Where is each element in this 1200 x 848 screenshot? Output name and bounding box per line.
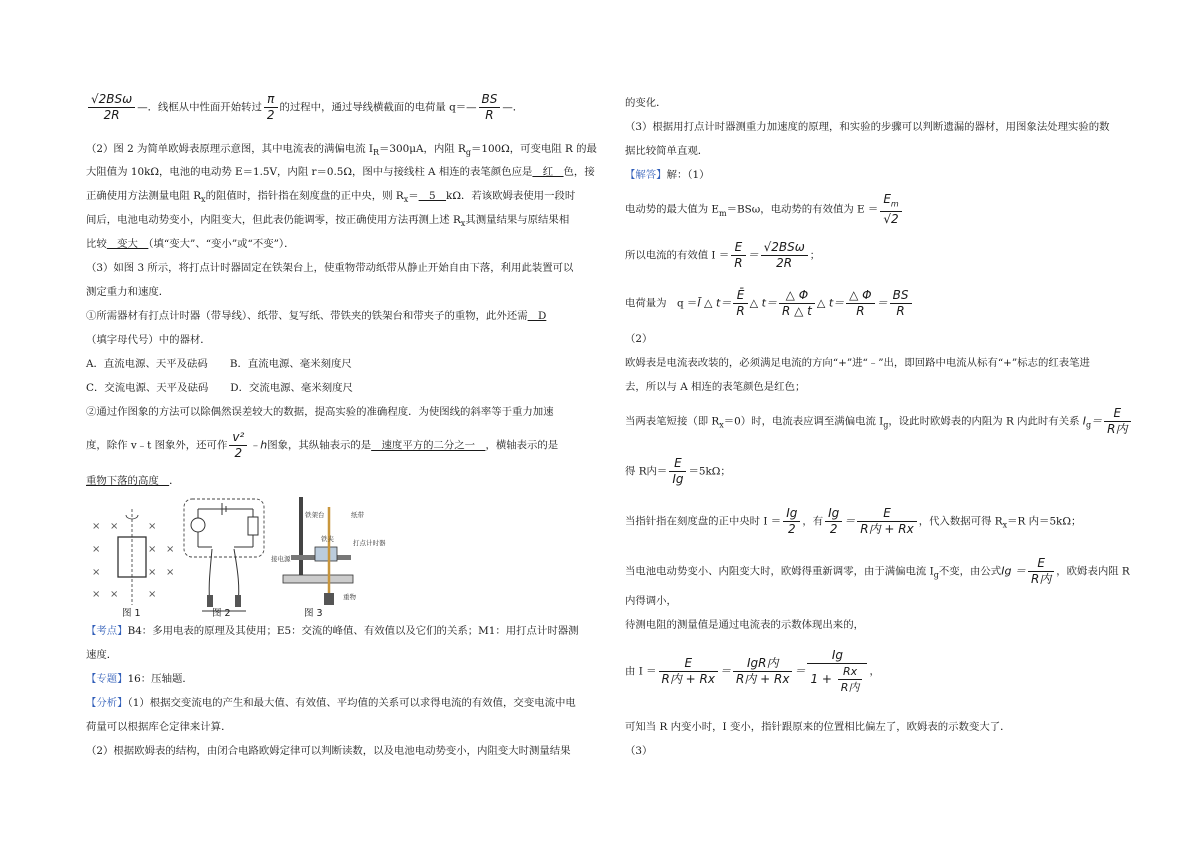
answer-blank: 速度平方的二分之一 [371,439,486,452]
text-line: （3）根据用打点计时器测重力加速度的原理，和实验的步骤可以判断遗漏的器材，用图象法处理实验的数 [625,121,1110,133]
answer-blank: 变大 [106,238,149,250]
answer-blank: 红 [532,166,564,178]
fraction-current: $\frac{\text{√2BSω}}{2R}$ [88,92,135,123]
text-line: 速度． [86,649,118,661]
option-c: C．交流电源、天平及砝码 [86,382,209,394]
text-line: 间后，电池电动势变小，内阻变大，但此表仍能调零，按正确使用方法再测上述 $R_x$其测量结果与原结果相 [86,214,570,229]
text-line: 据比较简单直观． [625,145,709,157]
svg-text:×: × [92,544,101,555]
section-tag-jieda: 【解答】 [625,169,667,181]
equation-line: 当指针指在刻度盘的正中央时 I ＝ $\frac{Ig}{2}$ ，有 $\frac{Ig}{2}$ ＝ $\frac{E}{\text{R内 + Rx}}$ ，代入数据可得 $R_x=R$ 内＝5kΩ； [625,506,1082,536]
svg-text:×: × [92,567,101,578]
text-line: （2）图 2 为简单欧姆表原理示意图，其中电流表的满偏电流 $I_R=300\mu A$，内阻 $R_g=100\Omega$，可变电阻 R 的最 [86,143,597,158]
answer-blank: 重物下落的高度 [86,475,170,487]
fraction-pi-half: $\frac{\pi}{2}$ [264,92,278,123]
figure-2-caption: 图 2 [212,608,231,619]
answer-blank: D [527,310,547,322]
figure-1-caption: 图 1 [122,608,141,619]
text-line: 荷量可以根据库仑定律来计算． [86,721,232,733]
equation-line: 所以电流的有效值 I ＝ $\frac{E}{R}$ ＝ $\frac{\text{√2BSω}}{2R}$ ； [625,240,821,270]
text-line: 去，所以与 A 相连的表笔颜色是红色； [625,381,806,393]
equation-line: 当两表笔短接（即 $R_x=0$）时，电流表应调至满偏电流 $I_g$，设此时欧姆表的内阻为 R 内此时有关系 $I_g=$ $\frac{E}{\text{R内}}$ [625,406,1133,437]
label-power: 接电源 [271,555,291,563]
option-line [86,357,352,371]
svg-text:×: × [92,521,101,532]
text-line: 比较 变大 （填“变大”、“变小”或“不变”）． [86,238,295,250]
text-line: 内得调小， [625,595,677,607]
svg-text:×: × [166,567,175,578]
text-line: 【分析】（1）根据交变流电的产生和最大值、有效值、平均值的关系可以求得电流的有效值，交变电流中电 [86,697,576,709]
label-clamp: 铁夹 [321,535,334,543]
text-line: 【解答】解：（1） [625,169,710,181]
section-tag-zhuanti: 【专题】 [86,673,128,685]
text-line: 测定重力和速度． [86,286,170,298]
text-line: ①所需器材有打点计时器（带导线）、纸带、复写纸、带铁夹的铁架台和带夹子的重物，此外还需 D [86,310,547,322]
text-line: 待测电阻的测量值是通过电流表的示数体现出来的， [625,619,864,631]
text-line: ②通过作图象的方法可以除偶然误差较大的数据，提高实验的准确程度．为使图线的斜率等于重力加速 [86,406,554,418]
equation-line: 当电池电动势变小、内阻变大时，欧姆得重新调零，由于满偏电流 $I_g$不变，由公式Ig ＝ $\frac{E}{\text{R内}}$ ，欧姆表内阻 R [625,556,1130,586]
text-line: （2）根据欧姆表的结构，由闭合电路欧姆定律可以判断读数，以及电池电动势变小，内阻变大时测量结果 [86,745,571,757]
label-iron-stand: 铁架台 [305,511,325,519]
text-line: 欧姆表是电流表改装的，必须满足电流的方向“+”进“﹣”出，即回路中电流从标有“+”标志的红表笔进 [625,357,1090,369]
text-line: （3） [625,745,653,757]
figure-2-diagram [182,497,267,617]
option-line [86,381,353,395]
equation-line: 由 I ＝ $\frac{E}{\text{R内 + Rx}}$ ＝ $\frac{\text{IgR内}}{\text{R内 + Rx}}$ ＝ Ig 1 + $\frac{Rx}{\text{R内}}$ ， [625,648,880,694]
option-d: D．交流电源、毫米刻度尺 [230,382,353,394]
text-line: 的变化． [625,97,667,109]
svg-text:×: × [110,589,119,600]
line-charge-formula: $\frac{\text{√2BSω}}{2R}$ —．线框从中性面开始转过 $\frac{\pi}{2}$ 的过程中，通过导线横截面的电荷量 q＝— $\frac{BS}{R}$ —． [86,92,523,123]
label-weight: 重物 [343,593,356,601]
option-a: A．直流电源、天平及砝码 [86,358,208,370]
svg-text:×: × [148,589,157,600]
section-tag-kaodian: 【考点】 [86,625,128,637]
text-line: 【考点】B4：多用电表的原理及其使用；E5：交流的峰值、有效值以及它们的关系；M1：用打点计时器测 [86,625,579,637]
text-line: 可知当 R 内变小时，I 变小，指针跟原来的位置相比偏左了，欧姆表的示数变大了． [625,721,1011,733]
svg-text:×: × [148,521,157,532]
fraction-bs-r: $\frac{BS}{R}$ [479,92,501,123]
equation-line: 电荷量为 q ＝Ī △ t＝ $\frac{Ē}{R}$ △ t＝ $\frac{\triangle \Phi}{R \triangle t}$ △ t＝ $\frac{\triangle \Phi}{R}$ ＝ $\frac{BS}{R}$ [625,288,914,319]
text-line: 正确使用方法测量电阻 $R_x$的阻值时，指针指在刻度盘的正中央，则 $R_x=$ 5 kΩ．若该欧姆表使用一段时 [86,190,576,205]
svg-text:×: × [148,567,157,578]
text-line: （填字母代号）中的器材． [86,334,211,346]
text-line: 【专题】16：压轴题． [86,673,193,685]
svg-text:×: × [92,589,101,600]
text-line: 大阻值为 10kΩ，电池的电动势 E＝1.5V，内阻 r＝0.5Ω，图中与接线柱 A 相连的表笔颜色应是 红 色，接 [86,166,595,178]
text-line: （3）如图 3 所示，将打点计时器固定在铁架台上，使重物带动纸带从静止开始自由下落，利用此装置可以 [86,262,574,274]
text-line: 重物下落的高度 ． [86,475,180,487]
svg-text:×: × [148,544,157,555]
text-line: 度，除作 v﹣t 图象外，还可作 $\frac{\text{v²}}{2}$ ﹣h图象，其纵轴表示的是 速度平方的二分之一 ，横轴表示的是 [86,430,559,460]
figure-3-caption: 图 3 [304,608,323,619]
option-b: B．直流电源、毫米刻度尺 [229,358,352,370]
figure-1-diagram [88,497,178,617]
fraction-v2-half: $\frac{\text{v²}}{2}$ [229,430,247,461]
svg-text:×: × [166,544,175,555]
equation-line: 得 R内＝ $\frac{E}{Ig}$ ＝5kΩ； [625,456,731,486]
answer-blank: 5 [418,190,447,202]
text-line: （2） [625,333,653,345]
section-tag-fenxi: 【分析】 [86,697,128,709]
label-timer: 打点计时器 [353,539,386,547]
svg-text:×: × [110,521,119,532]
label-paper-tape: 纸带 [351,511,364,519]
equation-line: 电动势的最大值为 $E_m=BS\omega$，电动势的有效值为 E ＝ $\frac{E_m}{√2}$ [625,192,904,227]
figure-3-diagram [271,497,411,617]
